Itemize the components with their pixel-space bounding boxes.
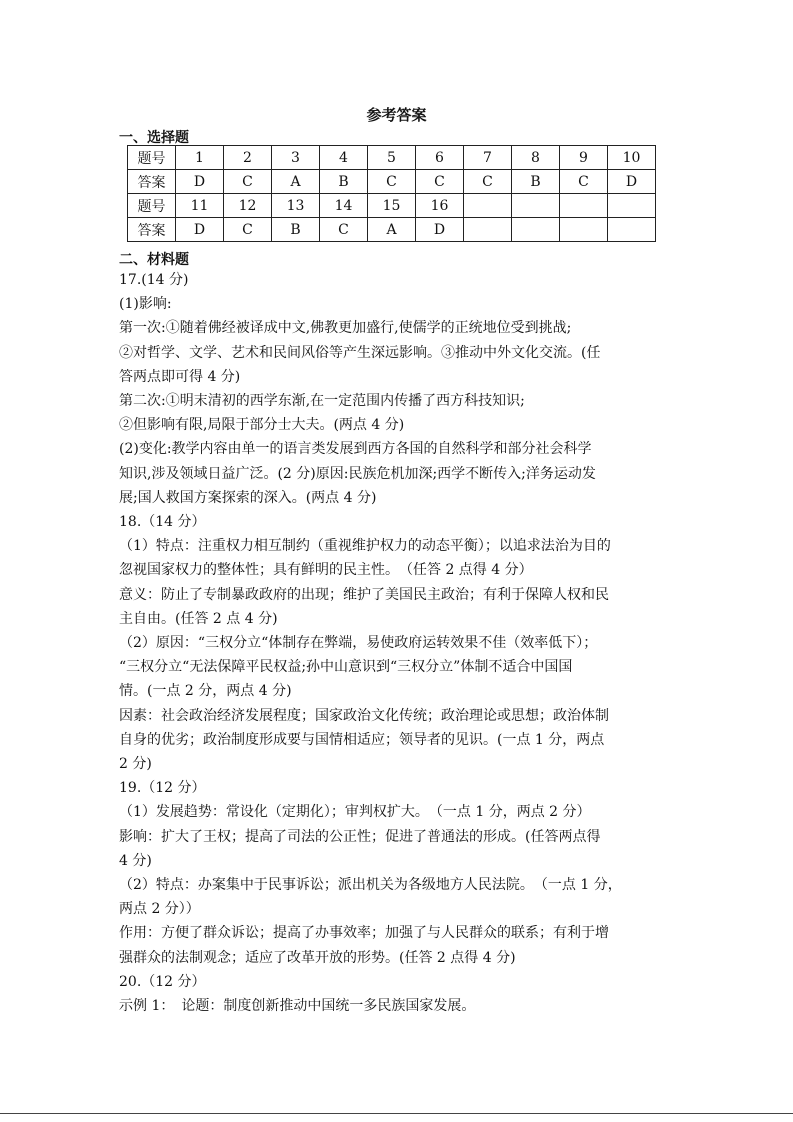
table-cell xyxy=(512,194,560,218)
table-cell: D xyxy=(608,170,656,194)
text-line: 两点 2 分）） xyxy=(119,901,200,917)
answer-table xyxy=(127,145,656,242)
table-cell: C xyxy=(320,218,368,242)
text-line: 第二次:①明末清初的西学东渐,在一定范围内传播了西方科技知识; xyxy=(119,393,525,409)
row-header-cell: 答案 xyxy=(128,218,176,242)
table-cell: B xyxy=(320,170,368,194)
table-cell: 6 xyxy=(416,146,464,170)
table-cell: 7 xyxy=(464,146,512,170)
table-cell: C xyxy=(224,218,272,242)
text-line: ②但影响有限,局限于部分士大夫。(两点 4 分) xyxy=(119,417,405,433)
table-cell xyxy=(512,218,560,242)
table-cell: C xyxy=(560,170,608,194)
text-line: 第一次:①随着佛经被译成中文,佛教更加盛行,使儒学的正统地位受到挑战; xyxy=(119,320,572,336)
text-line: 强群众的法制观念；适应了改革开放的形势。(任答 2 点得 4 分) xyxy=(119,950,516,966)
table-cell: 15 xyxy=(368,194,416,218)
table-cell: B xyxy=(512,170,560,194)
table-cell: C xyxy=(416,170,464,194)
row-header-cell: 题号 xyxy=(128,146,176,170)
table-cell: C xyxy=(368,170,416,194)
text-line: 4 分) xyxy=(119,853,152,869)
row-header-cell: 答案 xyxy=(128,170,176,194)
table-cell: 4 xyxy=(320,146,368,170)
text-line: 作用：方便了群众诉讼；提高了办事效率；加强了与人民群众的联系；有利于增 xyxy=(119,925,609,941)
text-line: （1）特点：注重权力相互制约（重视维护权力的动态平衡）；以追求法治为目的 xyxy=(119,538,611,554)
text-line: 意义：防止了专制暴政政府的出现；维护了美国民主政治；有利于保障人权和民 xyxy=(119,587,609,603)
text-line: 答两点即可得 4 分) xyxy=(119,369,241,385)
table-cell: 12 xyxy=(224,194,272,218)
table-cell xyxy=(464,194,512,218)
table-cell xyxy=(464,218,512,242)
text-line: ②对哲学、文学、艺术和民间风俗等产生深远影响。③推动中外文化交流。(任 xyxy=(119,345,601,361)
table-cell: 14 xyxy=(320,194,368,218)
table-cell xyxy=(608,218,656,242)
text-line: (2)变化:教学内容由单一的语言类发展到西方各国的自然科学和部分社会科学 xyxy=(119,441,592,457)
page-title: 参考答案 xyxy=(366,106,427,124)
table-cell: 13 xyxy=(272,194,320,218)
text-line: （2）特点：办案集中于民事诉讼；派出机关为各级地方人民法院。 （一点 1 分， xyxy=(119,877,622,893)
text-line: （2）原因：“三权分立“体制存在弊端，易使政府运转效果不佳（效率低下）； xyxy=(119,635,598,651)
table-cell: D xyxy=(416,218,464,242)
table-row xyxy=(128,194,656,218)
section-heading-material: 二、材料题 xyxy=(119,252,189,268)
table-cell: B xyxy=(272,218,320,242)
table-cell xyxy=(608,194,656,218)
text-line: 展;国人救国方案探索的深入。(两点 4 分) xyxy=(119,490,377,506)
table-cell: D xyxy=(176,170,224,194)
text-line: 示例 1： 论题：制度创新推动中国统一多民族国家发展。 xyxy=(119,998,476,1014)
text-line: 19.（12 分） xyxy=(119,780,206,796)
text-line: 知识,涉及领域日益广泛。(2 分)原因:民族危机加深;西学不断传入;洋务运动发 xyxy=(119,466,596,482)
text-line: 17.(14 分) xyxy=(119,272,189,288)
table-cell: 8 xyxy=(512,146,560,170)
table-row xyxy=(128,170,656,194)
text-line: (1)影响: xyxy=(119,296,172,312)
text-line: 自身的优劣；政治制度形成要与国情相适应；领导者的见识。(一点 1 分，两点 xyxy=(119,732,605,748)
table-cell: 9 xyxy=(560,146,608,170)
text-line: 情。(一点 2 分，两点 4 分) xyxy=(119,683,292,699)
table-cell: 10 xyxy=(608,146,656,170)
text-line: 18.（14 分） xyxy=(119,514,206,530)
text-line: 忽视国家权力的整体性；具有鲜明的民主性。 （任答 2 点得 4 分） xyxy=(119,562,533,578)
text-line: （1）发展趋势：常设化（定期化）；审判权扩大。 （一点 1 分，两点 2 分） xyxy=(119,804,591,820)
table-cell: 16 xyxy=(416,194,464,218)
text-line: 2 分) xyxy=(119,756,152,772)
table-cell: 1 xyxy=(176,146,224,170)
row-header-cell: 题号 xyxy=(128,194,176,218)
table-cell xyxy=(560,218,608,242)
table-cell: C xyxy=(464,170,512,194)
table-row xyxy=(128,146,656,170)
section-heading-choice: 一、选择题 xyxy=(119,130,189,146)
text-line: 20.（12 分） xyxy=(119,974,206,990)
bottom-divider xyxy=(0,1113,793,1114)
table-cell: 5 xyxy=(368,146,416,170)
text-line: 影响：扩大了王权；提高了司法的公正性；促进了普通法的形成。(任答两点得 xyxy=(119,829,601,845)
table-cell: 11 xyxy=(176,194,224,218)
text-line: 因素：社会政治经济发展程度；国家政治文化传统；政治理论或思想；政治体制 xyxy=(119,708,609,724)
text-line: “三权分立“无法保障平民权益;孙中山意识到“三权分立”体制不适合中国国 xyxy=(119,659,573,675)
table-cell xyxy=(560,194,608,218)
table-cell: A xyxy=(272,170,320,194)
table-cell: 2 xyxy=(224,146,272,170)
table-cell: D xyxy=(176,218,224,242)
text-line: 主自由。(任答 2 点 4 分) xyxy=(119,611,278,627)
table-cell: A xyxy=(368,218,416,242)
table-cell: 3 xyxy=(272,146,320,170)
table-cell: C xyxy=(224,170,272,194)
table-row xyxy=(128,218,656,242)
